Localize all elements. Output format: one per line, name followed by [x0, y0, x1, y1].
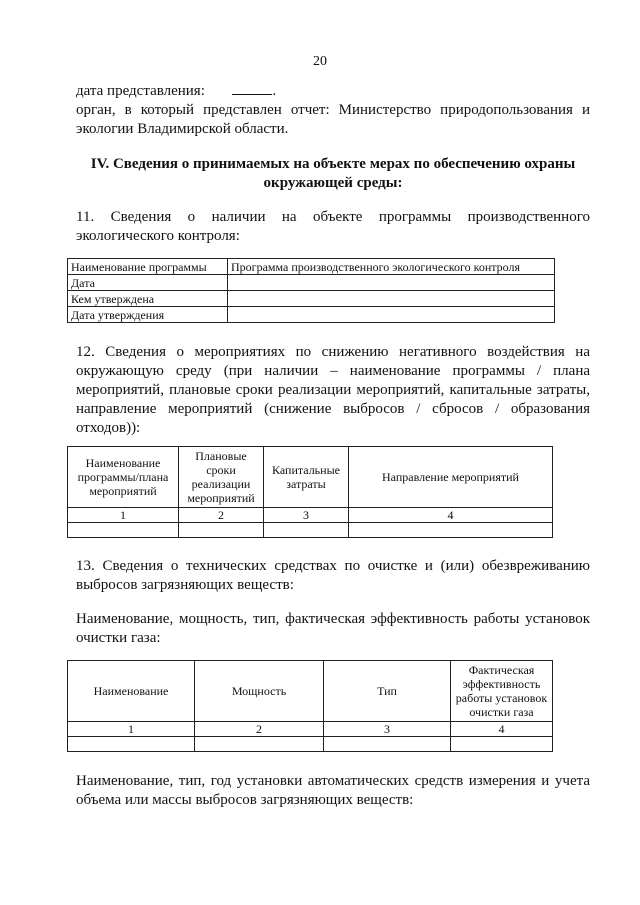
date-blank	[232, 82, 272, 95]
measures-col-number: 3	[264, 508, 349, 523]
section-title-line-1: IV. Сведения о принимаемых на объекте мерах по обеспечению охраны	[90, 156, 576, 172]
gas-cell	[195, 737, 324, 752]
date-line	[76, 82, 276, 100]
measures-table	[67, 446, 553, 538]
measures-col-number: 2	[179, 508, 264, 523]
program-table-header-program: Программа производственного экологического контроля	[228, 259, 555, 275]
measures-col-number: 1	[68, 508, 179, 523]
measures-col-number: 4	[349, 508, 553, 523]
gas-cell	[451, 737, 553, 752]
final-line-2: объема или массы выбросов загрязняющих веществ:	[76, 792, 414, 808]
table-row	[68, 307, 555, 323]
item11-line-2: экологического контроля:	[76, 228, 240, 244]
measures-cell	[349, 523, 553, 538]
gas-col-number: 1	[68, 722, 195, 737]
program-table-header-name: Наименование программы	[68, 259, 228, 275]
measures-cell	[264, 523, 349, 538]
item12-line-5: отходов)):	[76, 420, 141, 436]
gas-header-efficiency: Фактическая эффективность работы установок очистки газа	[451, 661, 553, 722]
gas-cleaning-table	[67, 660, 553, 752]
measures-cell	[68, 523, 179, 538]
gas-col-number: 4	[451, 722, 553, 737]
program-table-cell	[228, 307, 555, 323]
gas-col-number: 2	[195, 722, 324, 737]
item13-sub-line-2: очистки газа:	[76, 630, 161, 646]
gas-cell	[324, 737, 451, 752]
item13-line-1: 13. Сведения о технических средствах по очистке и (или) обезвреживанию	[76, 558, 590, 574]
program-table-row-label: Дата утверждения	[68, 307, 228, 323]
program-table-row-label: Кем утверждена	[68, 291, 228, 307]
gas-cell	[68, 737, 195, 752]
table-row	[68, 508, 553, 523]
organ-line-1: орган, в который представлен отчет: Министерство природопользования и	[76, 102, 590, 118]
table-row	[68, 722, 553, 737]
gas-header-name: Наименование	[68, 661, 195, 722]
measures-header-direction: Направление мероприятий	[349, 447, 553, 508]
gas-header-power: Мощность	[195, 661, 324, 722]
table-row	[68, 737, 553, 752]
program-table-cell	[228, 275, 555, 291]
measures-header-terms: Плановые сроки реализации мероприятий	[179, 447, 264, 508]
measures-header-costs: Капитальные затраты	[264, 447, 349, 508]
table-row	[68, 275, 555, 291]
table-row	[68, 523, 553, 538]
item13-line-2: выбросов загрязняющих веществ:	[76, 577, 294, 593]
gas-header-type: Тип	[324, 661, 451, 722]
item12-line-2: окружающую среду (при наличии – наименование программы / плана	[76, 363, 590, 379]
page-number: 20	[313, 54, 327, 69]
date-label: дата представления:	[76, 83, 205, 99]
section-title-line-2: окружающей среды:	[263, 175, 403, 191]
item11-line-1: 11. Сведения о наличии на объекте программы производственного	[76, 209, 590, 225]
item12-line-4: направление мероприятий (снижение выбросов / сбросов / образования	[76, 401, 590, 417]
table-row	[68, 291, 555, 307]
date-end: .	[272, 83, 277, 99]
final-line-1: Наименование, тип, год установки автоматических средств измерения и учета	[76, 773, 590, 789]
program-table-row-label: Дата	[68, 275, 228, 291]
program-table-cell	[228, 291, 555, 307]
organ-line-2: экологии Владимирской области.	[76, 121, 289, 137]
measures-header-program: Наименование программы/плана мероприятий	[68, 447, 179, 508]
measures-cell	[179, 523, 264, 538]
item12-line-3: мероприятий, плановые сроки реализации мероприятий, капитальные затраты,	[76, 382, 590, 398]
item13-sub-line-1: Наименование, мощность, тип, фактическая эффективность работы установок	[76, 611, 590, 627]
item12-line-1: 12. Сведения о мероприятиях по снижению негативного воздействия на	[76, 344, 590, 360]
program-table	[67, 258, 555, 323]
gas-col-number: 3	[324, 722, 451, 737]
